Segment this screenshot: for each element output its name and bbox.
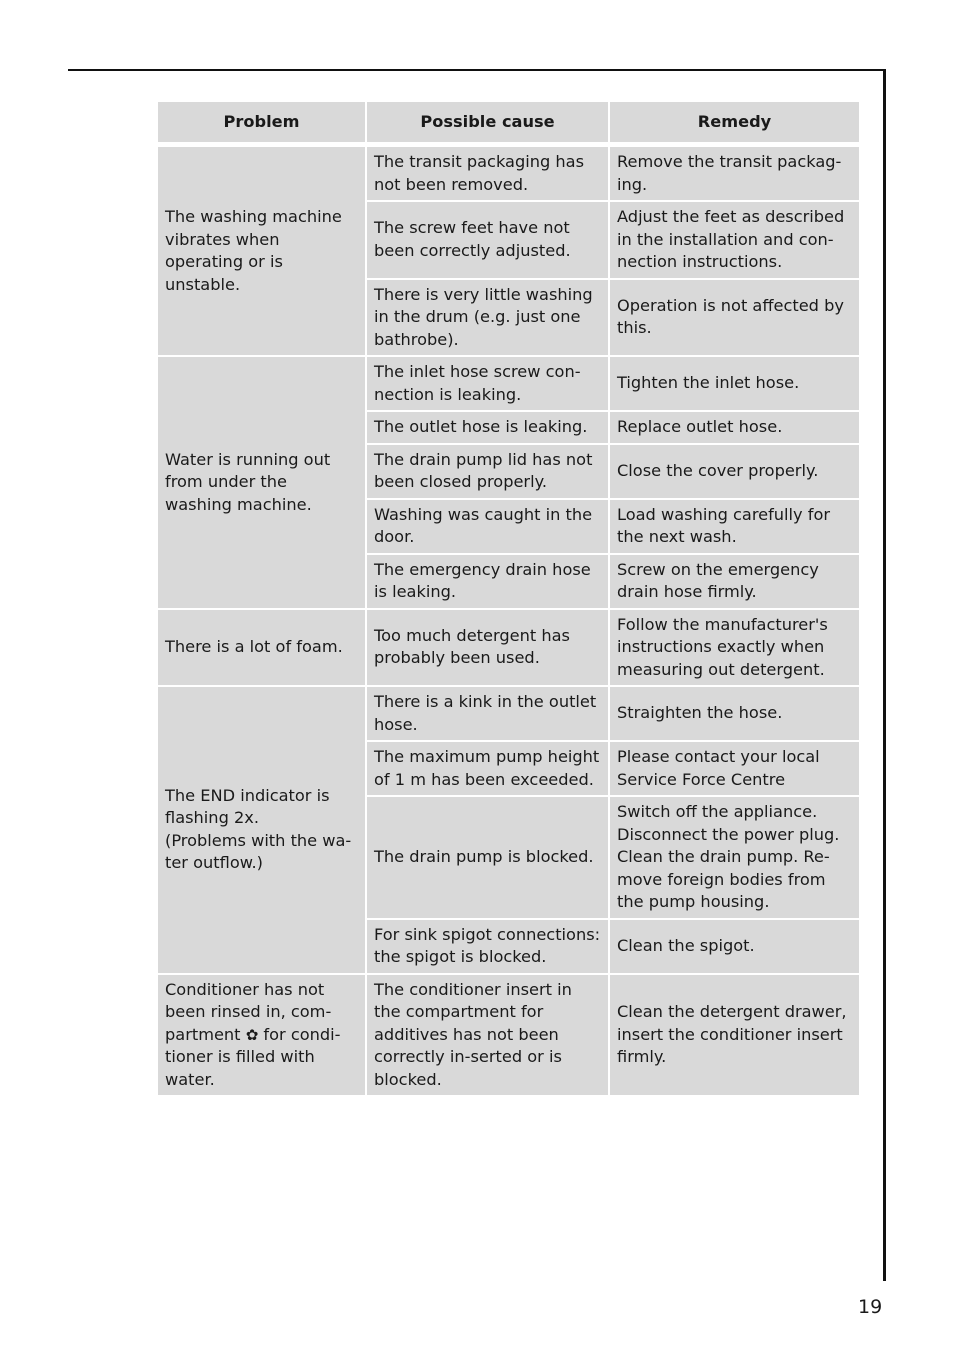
- top-rule: [68, 69, 886, 71]
- remedy-cell: Clean the spigot.: [610, 920, 859, 973]
- problem-text: Conditioner has not been rinsed in, com-partment: [165, 979, 332, 1044]
- problem-text: for condi-tioner is filled with water.: [165, 1024, 341, 1089]
- header-row: [158, 102, 859, 142]
- table-row: [158, 147, 859, 200]
- cause-cell: The maximum pump height of 1 m has been exceeded.: [367, 742, 608, 795]
- remedy-cell: Clean the detergent drawer, insert the conditioner insert firmly.: [610, 975, 859, 1096]
- cause-cell: Washing was caught in the door.: [367, 500, 608, 553]
- cause-cell: There is very little washing in the drum (e.g. just one bathrobe).: [367, 280, 608, 356]
- remedy-cell: Adjust the feet as described in the installation and con-nection instructions.: [610, 202, 859, 278]
- remedy-cell: Please contact your local Service Force Centre: [610, 742, 859, 795]
- table-row: [158, 975, 859, 1096]
- page-number: 19: [858, 1296, 883, 1318]
- cause-cell: The emergency drain hose is leaking.: [367, 555, 608, 608]
- problem-cell: [158, 975, 365, 1096]
- problem-line: The END indicator is flashing 2x.: [165, 785, 330, 828]
- header-problem: Problem: [158, 102, 365, 142]
- cause-cell: The transit packaging has not been removed.: [367, 147, 608, 200]
- problem-cell: The washing machine vibrates when operating or is unstable.: [158, 147, 365, 355]
- right-rule: [883, 69, 886, 1281]
- table-row: [158, 610, 859, 686]
- problem-cell: [158, 687, 365, 973]
- header-remedy: Remedy: [610, 102, 859, 142]
- cause-cell: The outlet hose is leaking.: [367, 412, 608, 443]
- cause-cell: For sink spigot connections: the spigot is blocked.: [367, 920, 608, 973]
- cause-cell: There is a kink in the outlet hose.: [367, 687, 608, 740]
- troubleshooting-table: [156, 100, 861, 1097]
- remedy-cell: Tighten the inlet hose.: [610, 357, 859, 410]
- header-possible-cause: Possible cause: [367, 102, 608, 142]
- problem-cell: Water is running out from under the washing machine.: [158, 357, 365, 608]
- remedy-cell: Operation is not affected by this.: [610, 280, 859, 356]
- table-row: [158, 687, 859, 740]
- remedy-cell: Straighten the hose.: [610, 687, 859, 740]
- remedy-cell: Remove the transit packag-ing.: [610, 147, 859, 200]
- cause-cell: The drain pump is blocked.: [367, 797, 608, 918]
- conditioner-flower-icon: ✿: [245, 1025, 259, 1044]
- cause-cell: The screw feet have not been correctly adjusted.: [367, 202, 608, 278]
- cause-cell: The conditioner insert in the compartment for additives has not been correctly in-serted or is blocked.: [367, 975, 608, 1096]
- cause-cell: Too much detergent has probably been used.: [367, 610, 608, 686]
- cause-cell: The drain pump lid has not been closed properly.: [367, 445, 608, 498]
- problem-cell: There is a lot of foam.: [158, 610, 365, 686]
- problem-line: (Problems with the wa-ter outflow.): [165, 830, 352, 873]
- remedy-cell: Load washing carefully for the next wash.: [610, 500, 859, 553]
- remedy-cell: Switch off the appliance. Disconnect the power plug. Clean the drain pump. Re-move foreign bodies from the pump housing.: [610, 797, 859, 918]
- cause-cell: The inlet hose screw con-nection is leaking.: [367, 357, 608, 410]
- remedy-cell: Follow the manufacturer's instructions exactly when measuring out detergent.: [610, 610, 859, 686]
- remedy-cell: Close the cover properly.: [610, 445, 859, 498]
- table-row: [158, 357, 859, 410]
- remedy-cell: Screw on the emergency drain hose firmly.: [610, 555, 859, 608]
- remedy-cell: Replace outlet hose.: [610, 412, 859, 443]
